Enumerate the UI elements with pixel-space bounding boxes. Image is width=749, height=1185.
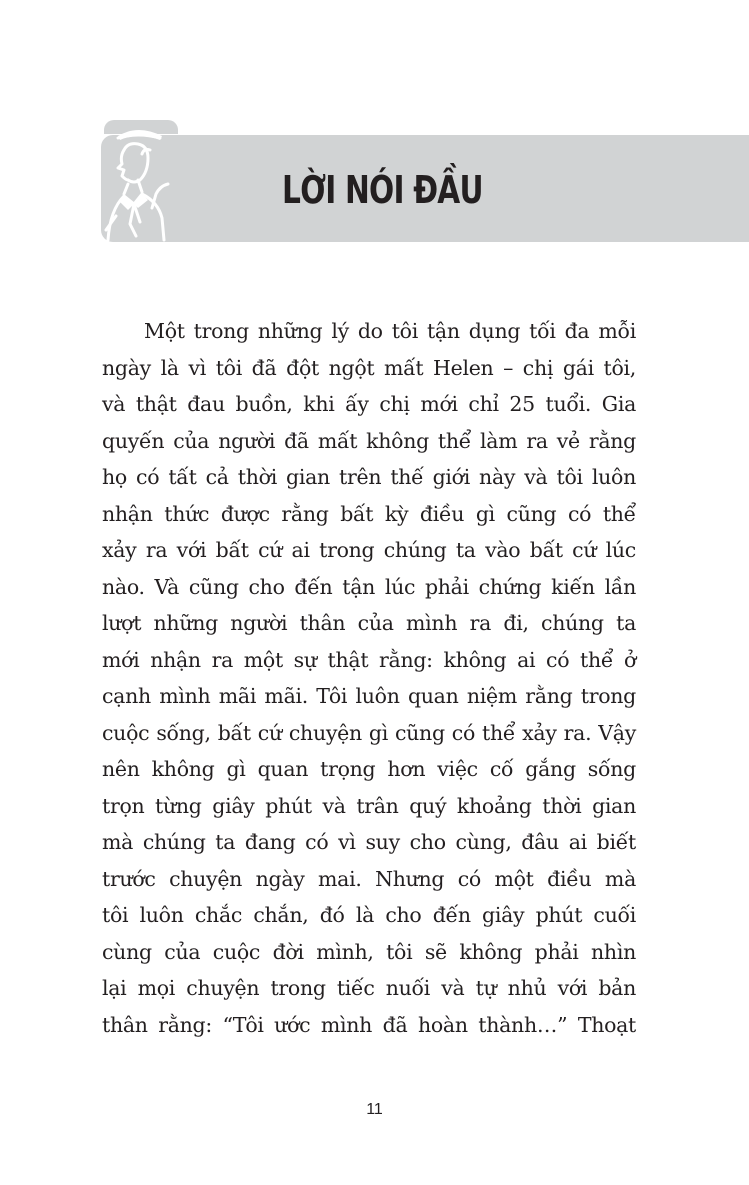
- chapter-title: LỜI NÓI ĐẦU: [282, 168, 483, 212]
- body-paragraph: [102, 313, 636, 1043]
- text-line: nhận thức được rằng bất kỳ điều gì cũng có thể: [102, 501, 636, 526]
- text-line: tôi luôn chắc chắn, đó là cho đến giây phút cuối: [102, 903, 636, 927]
- text-line: mà chúng ta đang có vì suy cho cùng, đâu ai biết: [102, 830, 636, 854]
- author-portrait-icon: [98, 124, 188, 242]
- text-line: ngày là vì tôi đã đột ngột mất Helen – chị gái tôi,: [102, 355, 636, 380]
- text-line: nào. Và cũng cho đến tận lúc phải chứng kiến lần: [102, 574, 636, 599]
- text-line: thân rằng: “Tôi ước mình đã hoàn thành…” Thoạt: [102, 1012, 636, 1037]
- text-line: trước chuyện ngày mai. Nhưng có một điều mà: [102, 866, 636, 891]
- text-line: cùng của cuộc đời mình, tôi sẽ không phải nhìn: [102, 939, 636, 964]
- text-line: lại mọi chuyện trong tiếc nuối và tự nhủ với bản: [102, 976, 636, 1000]
- text-line: họ có tất cả thời gian trên thế giới này và tôi luôn: [102, 465, 636, 489]
- text-line: cuộc sống, bất cứ chuyện gì cũng có thể xảy ra. Vậy: [102, 720, 636, 745]
- text-line: mới nhận ra một sự thật rằng: không ai có thể ở: [102, 647, 636, 672]
- text-line: xảy ra với bất cứ ai trong chúng ta vào bất cứ lúc: [102, 538, 636, 562]
- text-line: trọn từng giây phút và trân quý khoảng thời gian: [102, 793, 636, 818]
- text-line: quyến của người đã mất không thể làm ra vẻ rằng: [102, 428, 636, 453]
- page-number: 11: [366, 1101, 383, 1118]
- text-line: cạnh mình mãi mãi. Tôi luôn quan niệm rằng trong: [102, 684, 636, 708]
- text-line: Một trong những lý do tôi tận dụng tối đa mỗi: [144, 319, 636, 343]
- text-line: nên không gì quan trọng hơn việc cố gắng sống: [102, 757, 636, 781]
- text-line: lượt những người thân của mình ra đi, chúng ta: [102, 611, 636, 635]
- text-line: và thật đau buồn, khi ấy chị mới chỉ 25 tuổi. Gia: [102, 392, 636, 416]
